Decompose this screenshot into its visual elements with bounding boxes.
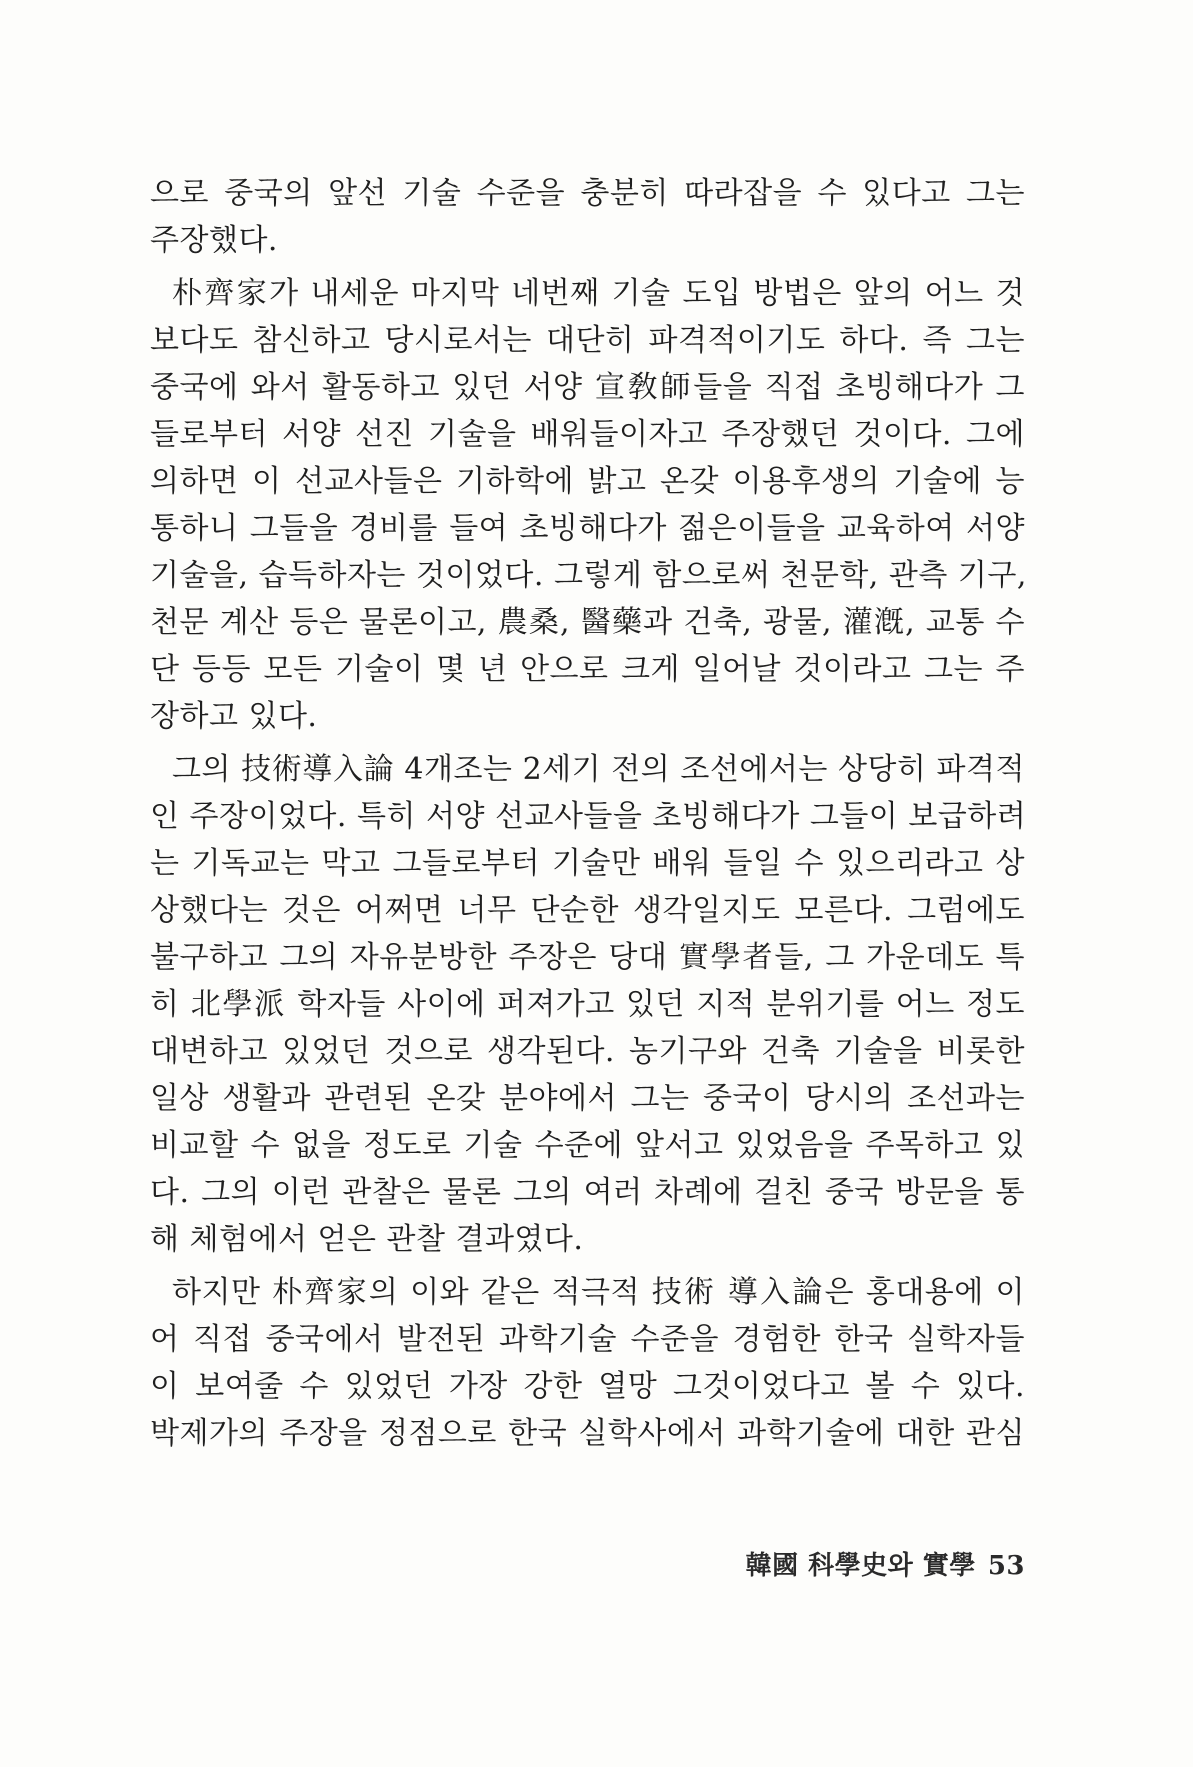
text-line: 천문 계산 등은 물론이고, 農桑, 醫藥과 건축, 광물, 灌漑, 교통 수 [150,605,1025,640]
text-line: 불구하고 그의 자유분방한 주장은 당대 實學者들, 그 가운데도 특 [150,940,1025,975]
text-line: 보다도 참신하고 당시로서는 대단히 파격적이기도 하다. 즉 그는 [150,323,1025,358]
paragraph-first-line: 하지만 朴齊家의 이와 같은 적극적 技術 導入論은 홍대용에 이 [172,1275,1025,1310]
text-line: 단 등등 모든 기술이 몇 년 안으로 크게 일어날 것이라고 그는 주 [150,652,1025,687]
text-line: 이 보여줄 수 있었던 가장 강한 열망 그것이었다고 볼 수 있다. [150,1369,1025,1404]
body-text [150,170,1025,1457]
text-line: 의하면 이 선교사들은 기하학에 밝고 온갖 이용후생의 기술에 능 [150,464,1025,499]
text-line: 통하니 그들을 경비를 들여 초빙해다가 젊은이들을 교육하여 서양 [150,511,1025,546]
text-line: 인 주장이었다. 특히 서양 선교사들을 초빙해다가 그들이 보급하려 [150,799,1027,834]
text-line: 히 北學派 학자들 사이에 퍼져가고 있던 지적 분위기를 어느 정도 [150,987,1025,1022]
paragraph-first-line: 朴齊家가 내세운 마지막 네번째 기술 도입 방법은 앞의 어느 것 [172,276,1025,311]
text-line: 일상 생활과 관련된 온갖 분야에서 그는 중국이 당시의 조선과는 [150,1081,1025,1116]
text-line: 해 체험에서 얻은 관찰 결과였다. [150,1222,584,1257]
running-title: 韓國 科學史와 實學 [745,1551,976,1581]
page-number: 53 [987,1551,1025,1581]
text-line: 으로 중국의 앞선 기술 수준을 충분히 따라잡을 수 있다고 그는 [150,176,1025,211]
text-line: 박제가의 주장을 정점으로 한국 실학사에서 과학기술에 대한 관심 [150,1416,1025,1451]
page-footer [746,1545,1025,1582]
paragraph-first-line: 그의 技術導入論 4개조는 2세기 전의 조선에서는 상당히 파격적 [172,752,1025,787]
text-line: 비교할 수 없을 정도로 기술 수준에 앞서고 있었음을 주목하고 있 [150,1128,1025,1163]
text-line: 상했다는 것은 어쩌면 너무 단순한 생각일지도 모른다. 그럼에도 [150,893,1025,928]
text-line: 중국에 와서 활동하고 있던 서양 宣敎師들을 직접 초빙해다가 그 [150,370,1025,405]
text-line: 들로부터 서양 선진 기술을 배워들이자고 주장했던 것이다. 그에 [150,417,1025,452]
text-line: 어 직접 중국에서 발전된 과학기술 수준을 경험한 한국 실학자들 [150,1322,1025,1357]
text-line: 는 기독교는 막고 그들로부터 기술만 배워 들일 수 있으리라고 상 [150,846,1025,881]
text-line: 기술을, 습득하자는 것이었다. 그렇게 함으로써 천문학, 관측 기구, [150,558,1027,593]
text-line: 주장했다. [150,223,278,258]
text-line: 다. 그의 이런 관찰은 물론 그의 여러 차례에 걸친 중국 방문을 통 [150,1175,1025,1210]
text-line: 장하고 있다. [150,699,318,734]
text-line: 대변하고 있었던 것으로 생각된다. 농기구와 건축 기술을 비롯한 [150,1034,1025,1069]
